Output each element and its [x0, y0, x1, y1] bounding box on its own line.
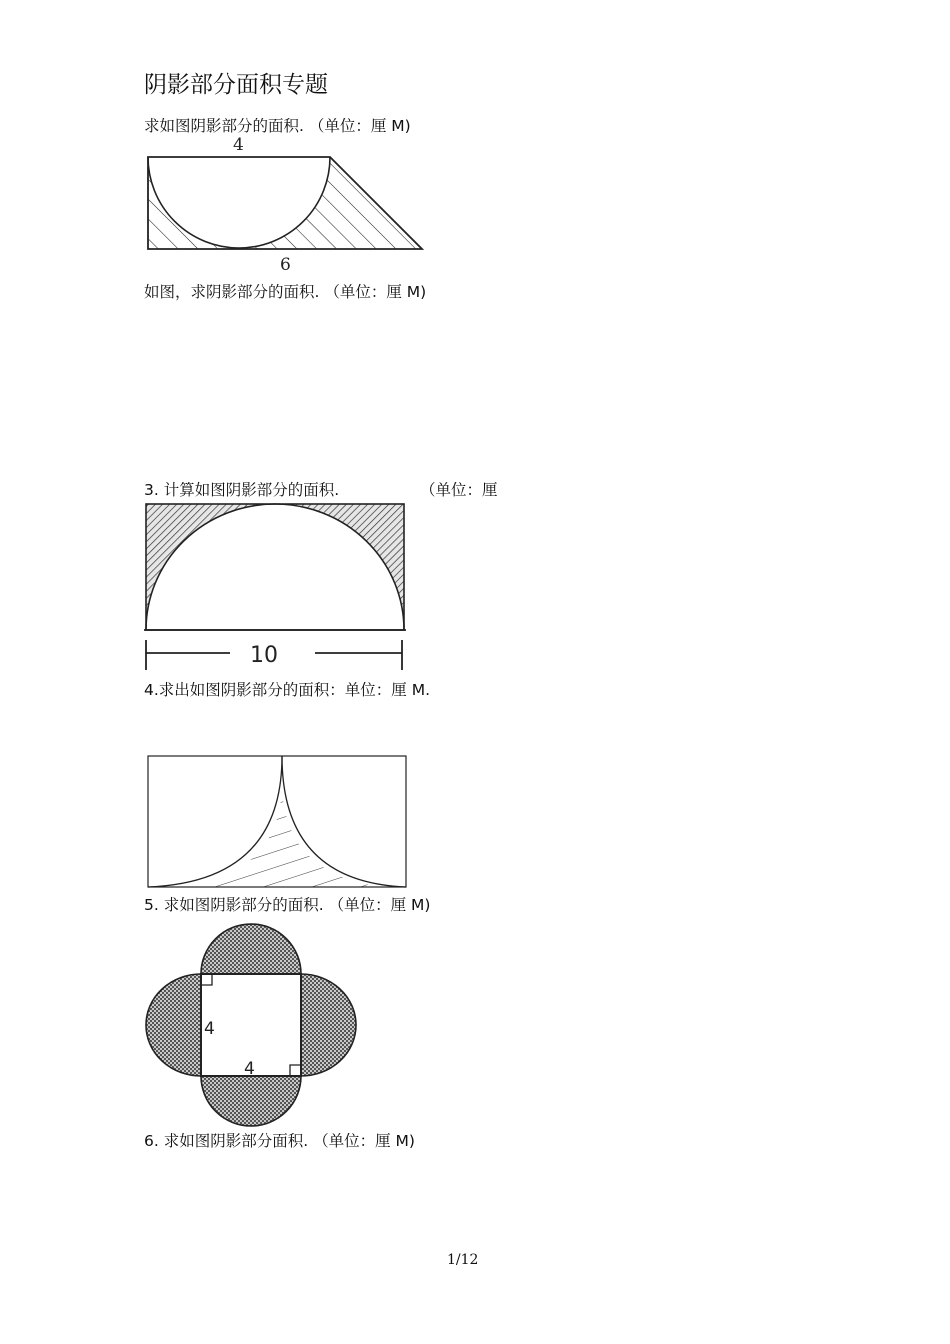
- side-label: 4: [204, 1019, 215, 1039]
- semicircle-top: [201, 924, 301, 974]
- label-top: 4: [233, 135, 244, 155]
- question-3-unit: （单位：厘: [420, 481, 498, 499]
- question-4: 4.求出如图阴影部分的面积：单位：厘 M.: [144, 681, 431, 699]
- semicircle-right: [301, 974, 356, 1076]
- figure-4: [144, 752, 410, 892]
- figure-3: [140, 498, 415, 674]
- question-3: 3. 计算如图阴影部分的面积.: [144, 481, 340, 499]
- page-title: 阴影部分面积专题: [144, 72, 328, 98]
- semicircle-bottom: [201, 1076, 301, 1126]
- page-number: 1/12: [447, 1252, 479, 1268]
- shaded-region: [184, 782, 380, 887]
- question-1: 求如图阴影部分的面积. （单位：厘 M): [144, 117, 411, 135]
- question-5: 5. 求如图阴影部分的面积. （单位：厘 M): [144, 896, 431, 914]
- width-label: 10: [250, 643, 278, 668]
- question-6: 6. 求如图阴影部分面积. （单位：厘 M): [144, 1132, 415, 1150]
- semicircle-left: [146, 974, 201, 1076]
- figure-5: [144, 922, 359, 1128]
- bottom-label: 4: [244, 1059, 255, 1079]
- figure-1: [140, 132, 440, 274]
- question-2: 如图，求阴影部分的面积. （单位：厘 M): [144, 283, 427, 301]
- label-bottom: 6: [280, 255, 291, 275]
